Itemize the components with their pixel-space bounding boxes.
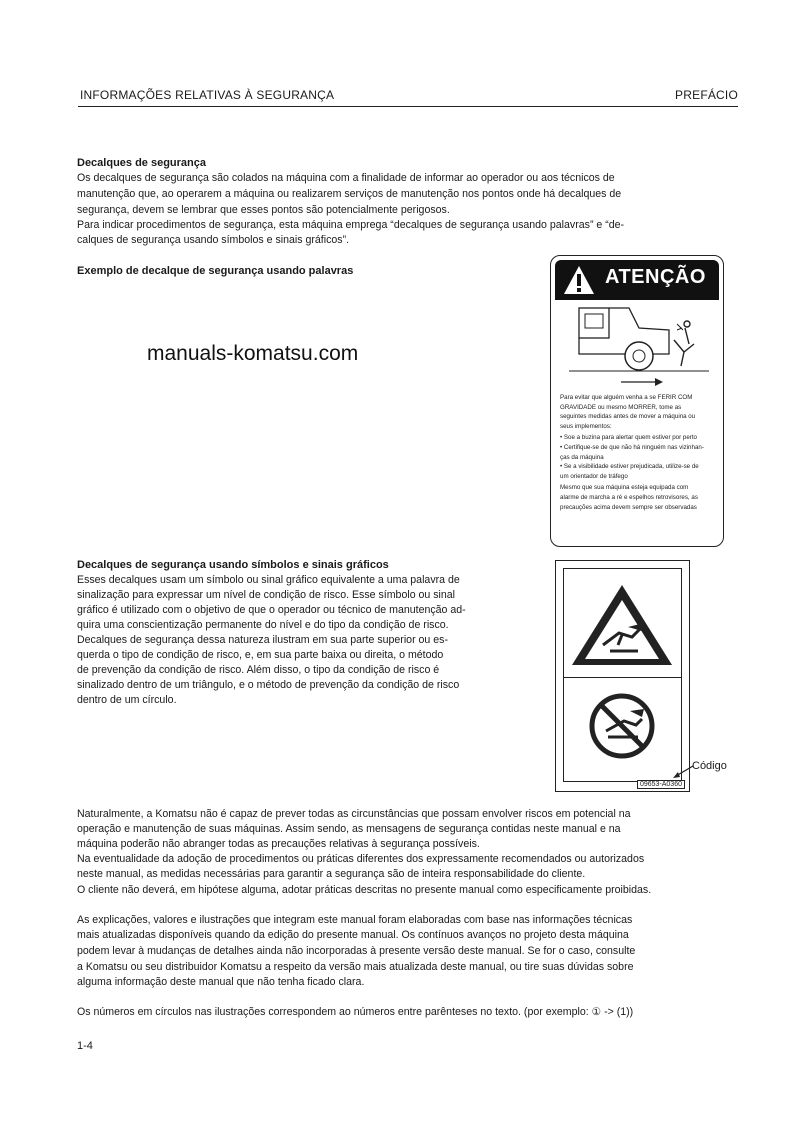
- text-line: quira uma conscientização permanente do nível e do tipo da condição de risco.: [77, 619, 449, 631]
- prohibition-circle-icon: [578, 693, 666, 759]
- text-line: a Komatsu ou seu distribuidor Komatsu a respeito da versão mais atualizada deste manual, ou tire suas dúvidas sobre: [77, 961, 634, 973]
- text-line: Na eventualidade da adoção de procedimentos ou práticas diferentes dos expressamente recomendados ou autorizados: [77, 853, 645, 865]
- text-line: calques de segurança usando símbolos e sinais gráficos”.: [77, 234, 350, 246]
- signal-word-band: [555, 260, 719, 300]
- crush-hazard-triangle-icon: [570, 583, 674, 667]
- decal-line: precauções acima devem sempre ser observadas: [560, 503, 697, 511]
- text-line: Naturalmente, a Komatsu não é capaz de prever todas as circunstâncias que possam envolver riscos em potencial na: [77, 808, 631, 820]
- text-line: operação e manutenção de suas máquinas. Assim sendo, as mensagens de segurança contidas neste manual e na: [77, 823, 621, 835]
- page-header: [78, 88, 738, 107]
- text-line: O cliente não deverá, em hipótese alguma, adotar práticas descritas no presente manual como especificamente proibidas.: [77, 884, 652, 896]
- machine-reversing-pictogram: [559, 300, 715, 392]
- decal-line: • Soe a buzina para alertar quem estiver por perto: [560, 434, 697, 442]
- decal-panel: [563, 568, 682, 782]
- text-line: podem levar à mudanças de detalhes ainda não incorporadas à presente versão deste manual. Se for o caso, consulte: [77, 945, 636, 957]
- text-line: segurança, devem se lembrar que esses pontos são potencialmente perigosos.: [77, 204, 450, 216]
- decal-part-code: 09653-A0360: [637, 780, 685, 789]
- text-line: sinalizado dentro de um triângulo, e o método de prevenção da condição de risco: [77, 679, 460, 691]
- word-decal-example-heading: Exemplo de decalque de segurança usando palavras: [77, 265, 354, 277]
- header-section-title: INFORMAÇÕES RELATIVAS À SEGURANÇA: [80, 88, 335, 102]
- text-line: de prevenção da condição de risco. Além disso, o tipo da condição de risco é: [77, 664, 440, 676]
- decal-divider: [564, 677, 681, 678]
- decal-line: ças da máquina: [560, 453, 604, 461]
- decal-line: Para evitar que alguém venha a se FERIR COM: [560, 394, 693, 401]
- decal-message: [560, 393, 716, 512]
- text-line: Para indicar procedimentos de segurança, esta máquina emprega “decalques de segurança usando palavras” e “de-: [77, 219, 625, 231]
- decal-line: • Se a visibilidade estiver prejudicada, utilize-se de: [560, 463, 699, 471]
- header-chapter-title: PREFÁCIO: [675, 88, 738, 102]
- safety-decals-heading: Decalques de segurança: [77, 157, 207, 169]
- decal-line: alarme de marcha a ré e espelhos retrovisores, as: [560, 493, 698, 501]
- symbol-decals-heading: Decalques de segurança usando símbolos e sinais gráficos: [77, 559, 389, 571]
- text-line: sinalização para expressar um nível de condição de risco. Esse símbolo ou sinal: [77, 589, 456, 601]
- watermark: manuals-komatsu.com: [147, 342, 359, 365]
- decal-line: seus implementos:: [560, 422, 612, 430]
- code-label: Código: [692, 760, 727, 772]
- text-line: mais atualizadas disponíveis quando da edição do presente manual. Os contínuos avanços no projeto desta máquina: [77, 929, 629, 941]
- text-line: Os decalques de segurança são colados na máquina com a finalidade de informar ao operador ou aos técnicos de: [77, 172, 615, 184]
- decal-line: seguintes medidas antes de mover a máquina ou: [560, 413, 696, 421]
- text-line: querda o tipo de condição de risco, e, em sua parte baixa ou direita, o método: [77, 649, 444, 661]
- text-line: neste manual, as medidas necessárias para garantir a segurança são de inteira responsabilidade do cliente.: [77, 868, 586, 880]
- text-line: máquina poderão não abranger todas as precauções relativas à segurança possíveis.: [77, 838, 480, 850]
- decal-line: • Certifique-se de que não há ninguém nas vizinhan-: [560, 443, 704, 451]
- warning-triangle-icon: [563, 265, 595, 295]
- text-line: manutenção que, ao operarem a máquina ou realizarem serviços de manutenção nos pontos onde há decalques de: [77, 188, 622, 200]
- page-number: 1-4: [77, 1040, 93, 1052]
- text-line: Decalques de segurança dessa natureza ilustram em sua parte superior ou es-: [77, 634, 448, 646]
- signal-word: ATENÇÃO: [605, 266, 706, 288]
- circled-numbers-note: Os números em círculos nas ilustrações correspondem ao números entre parênteses no texto. (por exemplo: ① -> (1)): [77, 1006, 634, 1018]
- decal-line: Mesmo que sua máquina esteja equipada com: [560, 484, 689, 492]
- decal-line: GRAVIDADE ou mesmo MORRER, tome as: [560, 403, 682, 411]
- text-line: dentro de um círculo.: [77, 694, 177, 706]
- word-safety-decal: [550, 255, 724, 547]
- text-line: gráfico é utilizado com o objetivo de que o operador ou técnico de manutenção ad-: [77, 604, 466, 616]
- symbol-safety-decal: [555, 560, 690, 792]
- text-line: Esses decalques usam um símbolo ou sinal gráfico equivalente a uma palavra de: [77, 574, 460, 586]
- decal-line: um orientador de tráfego: [560, 472, 628, 480]
- text-line: alguma informação deste manual que não tenha ficado clara.: [77, 976, 365, 988]
- text-line: As explicações, valores e ilustrações que integram este manual foram elaboradas com base nas informações técnicas: [77, 914, 633, 926]
